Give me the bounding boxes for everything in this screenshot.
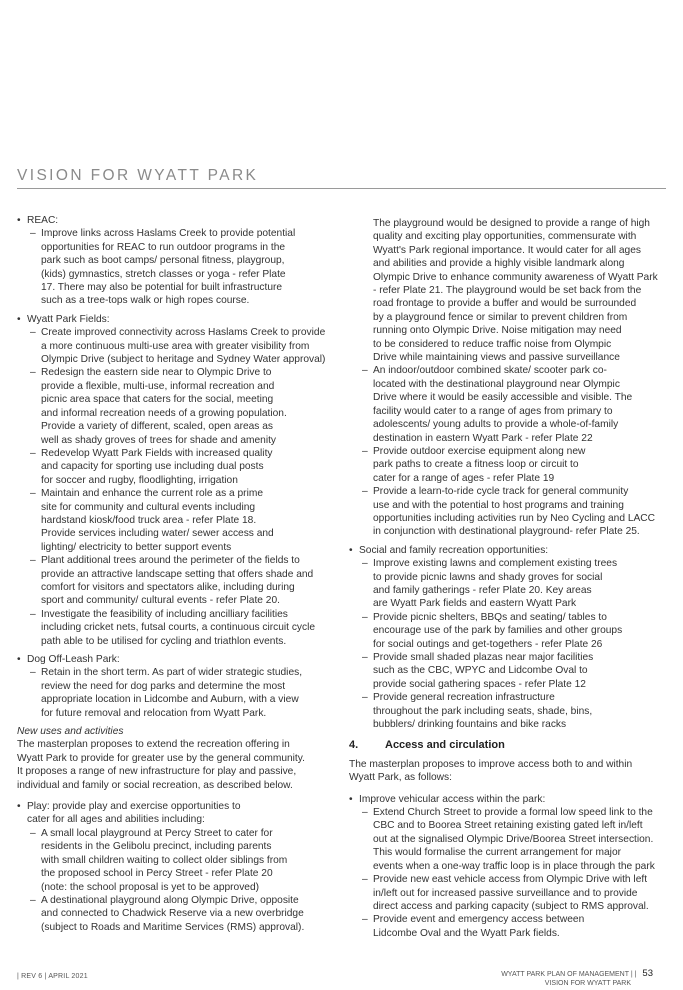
text-line: by a playground fence or similar to prevent children from (373, 311, 628, 323)
text-line: - refer Plate 21. The playground would be set back from the (373, 285, 642, 297)
list-item (17, 487, 340, 554)
text-line: The playground would be designed to provide a range of high (373, 218, 650, 229)
text-line: 17. There may also be potential for built infrastructure (41, 282, 283, 294)
text-line: throughout the park including seats, shade, bins, (373, 705, 593, 717)
dash-bullet-icon: – (30, 667, 36, 679)
list-item (17, 326, 340, 366)
bullet-label: Improve vehicular access within the park: (359, 793, 546, 805)
text-line: are Wyatt Park fields and eastern Wyatt Park (373, 598, 577, 610)
bullet-icon: • (17, 654, 21, 665)
text-line: Play: provide play and exercise opportunities to (27, 801, 241, 813)
text-line: An indoor/outdoor combined skate/ scooter park co- (373, 365, 607, 377)
text-line: provide an attractive landscape setting that offers shade and (41, 568, 314, 580)
section-number: 4. (349, 739, 359, 752)
text-line: CBC and to Boorea Street retaining existing gated left in/left (373, 820, 643, 832)
section-title: Access and circulation (385, 739, 505, 752)
fields-items (17, 326, 340, 648)
text-line: a more continuous multi-use area with greater visibility from (41, 340, 310, 352)
text-line: Provide outdoor exercise equipment along new (373, 445, 586, 457)
text-line: Olympic Drive (subject to heritage and Sydney Water approval) (41, 354, 326, 366)
text-line: Provide a learn-to-ride cycle track for general community (373, 486, 629, 498)
text-line: Redesign the eastern side near to Olympic Drive to (41, 367, 272, 379)
bullet-icon: • (349, 793, 353, 805)
bullet-icon: • (17, 801, 21, 813)
text-line: park paths to create a fitness loop or circuit to (373, 459, 579, 471)
text-line: and abilities and provide a highly visible landmark along (373, 258, 625, 270)
list-item (17, 666, 340, 720)
text-line: Maintain and enhance the current role as a prime (41, 488, 263, 500)
bullet-play (17, 800, 340, 827)
bullet-label (27, 800, 340, 827)
text-line: quality and exciting play opportunities, commensurate with (373, 231, 637, 243)
right-column (349, 217, 669, 940)
dash-bullet-icon: – (362, 874, 368, 886)
text-line: such as the CBC, WPYC and Lidcombe Oval to (373, 665, 588, 677)
list-item (17, 366, 340, 446)
dash-bullet-icon: – (362, 445, 368, 457)
text-line: in/left out for increased passive surveillance and to provide (373, 887, 638, 899)
list-item (349, 485, 669, 539)
footer-section: VISION FOR WYATT PARK (544, 980, 631, 987)
social-items (349, 557, 669, 731)
text-line: (kids) gymnastics, stretch classes or yoga - refer Plate (41, 268, 286, 280)
page-title: VISION FOR WYATT PARK (17, 167, 259, 184)
text-line: picnic area space that caters for the social, meeting (41, 394, 274, 406)
text-line: Lidcombe Oval and the Wyatt Park fields. (373, 927, 560, 939)
text-line: located with the destinational playground near Olympic (373, 378, 620, 390)
dash-bullet-icon: – (30, 894, 36, 906)
text-line: park such as boot camps/ personal fitness, playgroup, (41, 255, 285, 267)
text-line: Drive where it would be easily accessible and visible. The (373, 392, 633, 404)
text-line: to be considered to reduce traffic noise from Olympic (373, 338, 612, 350)
text-line: such as a tree-tops walk or high ropes course. (41, 295, 250, 307)
dash-bullet-icon: – (30, 228, 36, 240)
new-uses-paragraph (17, 738, 340, 792)
text-line: comfort for visitors and spectators alike, including during (41, 581, 295, 593)
text-line: road frontage to provide a buffer and would be surrounded (373, 298, 637, 310)
text-line: The masterplan proposes to improve access both to and within (349, 758, 633, 770)
text-line: Wyatt Park to provide for greater use by the general community. (17, 752, 305, 764)
dog-items (17, 666, 340, 720)
play-items-continued (349, 364, 669, 538)
text-line: Improve links across Haslams Creek to provide potential (41, 228, 296, 240)
text-line: hardstand kiosk/food truck area - refer Plate 18. (41, 514, 257, 526)
text-line: Provide picnic shelters, BBQs and seating/ tables to (373, 611, 607, 623)
text-line: Provide event and emergency access between (373, 914, 585, 926)
text-line: lighting/ electricity to better support events (41, 541, 232, 553)
list-item (349, 651, 669, 691)
text-line: path able to be utilised for cycling and triathlon events. (41, 635, 287, 647)
text-line: running onto Olympic Drive. Noise mitigation may need (373, 325, 622, 337)
left-column (17, 214, 340, 934)
text-line: review the need for dog parks and determine the most (41, 680, 286, 692)
text-line: well as shady groves of trees for shade and amenity (41, 434, 277, 446)
list-item (349, 913, 669, 940)
text-line: site for community and cultural events including (41, 501, 256, 513)
access-intro (349, 758, 669, 785)
vehicular-items (349, 806, 669, 940)
text-line: in conjunction with destinational playground- refer Plate 25. (373, 526, 640, 538)
text-line: adolescents/ young adults to provide a whole-of-family (373, 419, 619, 431)
dash-bullet-icon: – (30, 555, 36, 567)
text-line: opportunities for REAC to run outdoor programs in the (41, 241, 286, 253)
bullet-icon: • (17, 313, 21, 325)
text-line: for future removal and relocation from Wyatt Park. (41, 707, 267, 719)
text-line: (note: the school proposal is yet to be approved) (41, 881, 260, 893)
reac-items (17, 227, 340, 307)
bullet-social-family (349, 544, 669, 557)
footer-right (501, 969, 653, 988)
footer-revision: | REV 6 | APRIL 2021 (17, 973, 88, 980)
page-number: 53 (642, 968, 653, 979)
text-line: and informal recreation needs of a growing population. (41, 407, 287, 419)
text-line: including cricket nets, futsal courts, a continuous circuit cycle (41, 622, 316, 634)
dash-bullet-icon: – (362, 807, 368, 819)
text-line: cater for a range of ages - refer Plate 19 (373, 472, 555, 484)
dash-bullet-icon: – (30, 608, 36, 620)
play-items (17, 827, 340, 934)
list-item (349, 557, 669, 611)
dash-bullet-icon: – (362, 914, 368, 926)
text-line: to provide picnic lawns and shady groves for social (373, 571, 603, 583)
bullet-vehicular-access (349, 793, 669, 806)
bullet-icon: • (17, 215, 21, 226)
bullet-label: Wyatt Park Fields: (27, 313, 110, 325)
text-line: The masterplan proposes to extend the recreation offering in (17, 739, 290, 751)
text-line: Provide a variety of different, scaled, open areas as (41, 421, 273, 433)
list-item (17, 554, 340, 608)
text-line: use and with the potential to host programs and training (373, 499, 624, 511)
text-line: opportunities including activities run by Neo Cycling and LACC (373, 512, 656, 524)
list-item (349, 364, 669, 444)
list-item (349, 873, 669, 913)
text-line: and family gatherings - refer Plate 20. Key areas (373, 584, 592, 596)
dash-bullet-icon: – (362, 365, 368, 377)
playground-continuation (349, 217, 669, 364)
text-line: with small children waiting to collect older siblings from (41, 854, 288, 866)
text-line: bubblers/ drinking fountains and bike racks (373, 719, 567, 731)
dash-bullet-icon: – (362, 611, 368, 623)
list-item (17, 608, 340, 648)
text-line: Wyatt's Park regional importance. It would cater for all ages (373, 244, 641, 256)
bullet-label: REAC: (27, 215, 59, 226)
list-item (17, 894, 340, 934)
text-line: Retain in the short term. As part of wider strategic studies, (41, 667, 303, 679)
text-line: facility would cater to a range of ages from primary to (373, 405, 613, 417)
text-line: and connected to Chadwick Reserve via a new overbridge (41, 908, 304, 920)
text-line: It proposes a range of new infrastructure for play and passive, (17, 766, 297, 778)
dash-bullet-icon: – (30, 827, 36, 839)
text-line: Provide services including water/ sewer access and (41, 528, 274, 540)
text-line: for social outings and get-togethers - refer Plate 26 (373, 638, 603, 650)
text-line: provide a flexible, multi-use, informal recreation and (41, 380, 275, 392)
footer-doc-title: WYATT PARK PLAN OF MANAGEMENT | | (501, 971, 637, 978)
text-line: appropriate location in Lidcombe and Auburn, with a view (41, 694, 299, 706)
text-line: direct access and parking capacity (subject to RMS approval. (373, 900, 649, 912)
dash-bullet-icon: – (362, 692, 368, 704)
text-line: cater for all ages and abilities including: (27, 814, 205, 826)
title-divider (17, 188, 666, 189)
text-line: events when a one-way traffic loop is in place through the park (373, 860, 655, 872)
text-line: and capacity for sporting use including dual posts (41, 461, 264, 473)
text-line: Provide new east vehicle access from Olympic Drive with left (373, 874, 648, 886)
text-line: out at the signalised Olympic Drive/Boorea Street intersection. (373, 833, 654, 845)
bullet-dog-off-leash (17, 653, 340, 666)
dash-bullet-icon: – (30, 367, 36, 379)
dash-bullet-icon: – (30, 447, 36, 459)
list-item (349, 691, 669, 731)
list-item (349, 806, 669, 873)
text-line: Redevelop Wyatt Park Fields with increased quality (41, 447, 273, 459)
text-line: Olympic Drive to enhance community awareness of Wyatt Park (373, 271, 658, 283)
text-line: sport and community/ cultural events - refer Plate 20. (41, 595, 280, 607)
text-line: Plant additional trees around the perimeter of the fields to (41, 555, 300, 567)
dash-bullet-icon: – (362, 486, 368, 498)
list-item (17, 447, 340, 487)
new-uses-heading: New uses and activities (17, 726, 124, 738)
text-line: Wyatt Park, as follows: (349, 772, 452, 784)
dash-bullet-icon: – (30, 327, 36, 339)
text-line: destination in eastern Wyatt Park - refer Plate 22 (373, 432, 593, 444)
bullet-reac (17, 214, 340, 227)
text-line: provide social gathering spaces - refer Plate 12 (373, 678, 586, 690)
text-line: residents in the Gelibolu precinct, including parents (41, 841, 272, 853)
text-line: the proposed school in Percy Street - refer Plate 20 (41, 868, 273, 880)
text-line: Provide general recreation infrastructure (373, 692, 555, 704)
dash-bullet-icon: – (362, 558, 368, 570)
dash-bullet-icon: – (362, 652, 368, 663)
text-line: (subject to Roads and Maritime Services (RMS) approval). (41, 921, 305, 933)
text-line: Improve existing lawns and complement existing trees (373, 558, 618, 570)
list-item (349, 611, 669, 651)
text-line: Provide small shaded plazas near major facilities (373, 652, 594, 663)
list-item (17, 227, 340, 307)
text-line: for soccer and rugby, floodlighting, irrigation (41, 474, 238, 486)
text-line: A destinational playground along Olympic Drive, opposite (41, 894, 299, 906)
text-line: Drive while maintaining views and passive surveillance (373, 352, 620, 364)
text-line: A small local playground at Percy Street to cater for (41, 827, 273, 839)
text-line: This would formalise the current arrangement for major (373, 847, 621, 859)
bullet-wyatt-park-fields (17, 313, 340, 326)
text-line: encourage use of the park by families and other groups (373, 625, 623, 637)
text-line: Create improved connectivity across Haslams Creek to provide (41, 327, 326, 339)
list-item (17, 827, 340, 894)
section-heading (349, 739, 669, 752)
bullet-icon: • (349, 544, 353, 556)
dash-bullet-icon: – (30, 488, 36, 500)
text-line: Investigate the feasibility of including ancilliary facilities (41, 608, 288, 620)
list-item (349, 445, 669, 485)
bullet-label: Dog Off-Leash Park: (27, 654, 120, 665)
text-line: Extend Church Street to provide a formal low speed link to the (373, 807, 653, 819)
bullet-label: Social and family recreation opportunities: (359, 544, 549, 556)
text-line: individual and family or social recreation, as described below. (17, 779, 293, 791)
